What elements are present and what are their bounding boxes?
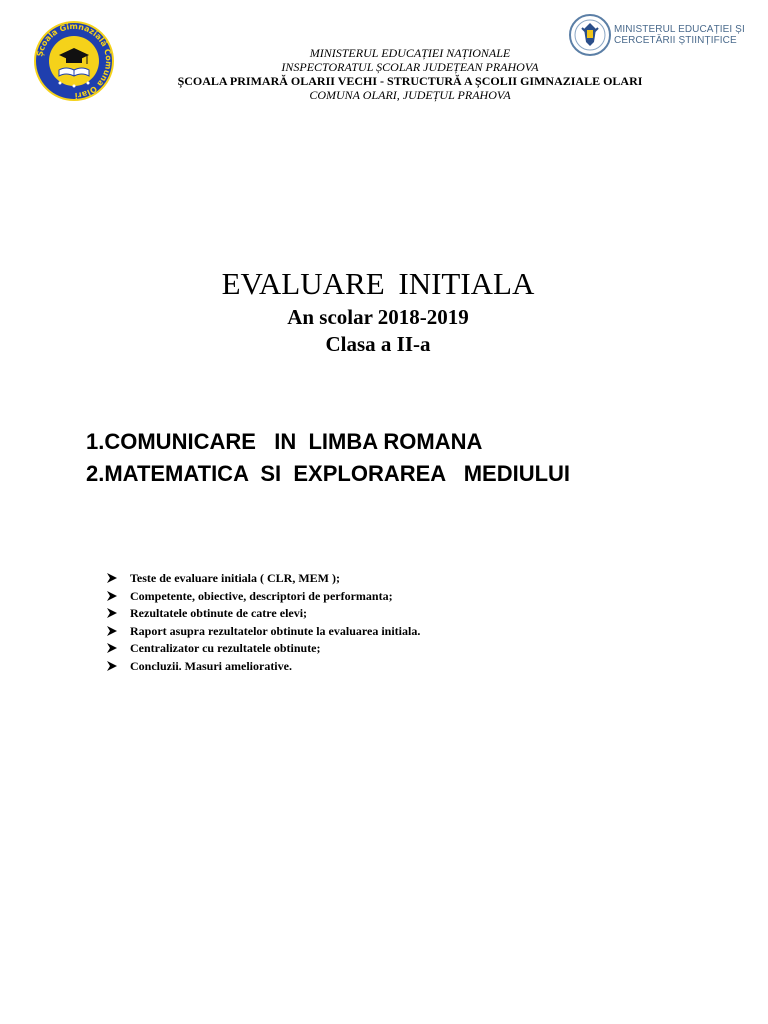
ministry-logo-line-1: MINISTERUL EDUCAȚIEI ȘI — [614, 24, 745, 35]
list-item-text: Competente, obiective, descriptori de performanta; — [130, 588, 393, 603]
list-item-text: Concluzii. Masuri ameliorative. — [130, 658, 292, 673]
header-commune: COMUNA OLARI, JUDEȚUL PRAHOVA — [309, 88, 511, 102]
list-item — [106, 588, 420, 606]
subject-item — [86, 458, 570, 490]
header-inspectorate: INSPECTORATUL ȘCOLAR JUDEȚEAN PRAHOVA — [281, 60, 539, 74]
list-item-text: Raport asupra rezultatelor obtinute la evaluarea initiala. — [130, 623, 421, 638]
list-item — [106, 570, 420, 588]
list-item — [106, 640, 420, 658]
document-header — [0, 46, 768, 102]
header-ministry: MINISTERUL EDUCAȚIEI NAȚIONALE — [309, 46, 511, 60]
list-item — [106, 623, 420, 641]
arrow-bullet-icon — [106, 642, 118, 654]
list-item-text: Centralizator cu rezultatele obtinute; — [130, 641, 321, 655]
class-label: Clasa a II-a — [325, 332, 431, 356]
arrow-bullet-icon — [106, 625, 118, 637]
list-item-text: Rezultatele obtinute de catre elevi; — [130, 606, 308, 620]
contents-list — [106, 570, 420, 675]
list-item — [106, 605, 420, 623]
ministry-logo-text — [614, 24, 746, 46]
arrow-bullet-icon — [106, 607, 118, 619]
school-logo-ring-text: Școala Gimnazială Comuna Olari — [35, 21, 114, 101]
document-title: EVALUARE INITIALA — [221, 266, 535, 301]
subject-label: COMUNICARE IN LIMBA ROMANA — [104, 429, 483, 454]
list-item-text: Teste de evaluare initiala ( CLR, MEM ); — [130, 571, 340, 585]
subject-label: MATEMATICA SI EXPLORAREA MEDIULUI — [104, 461, 571, 486]
arrow-bullet-icon — [106, 590, 118, 602]
arrow-bullet-icon — [106, 660, 118, 672]
header-school: ȘCOALA PRIMARĂ OLARII VECHI - STRUCTURĂ A ȘCOLII GIMNAZIALE OLARI — [177, 74, 643, 88]
subject-number: 1. — [86, 429, 105, 454]
ministry-logo-line-2: CERCETĂRII ȘTIINȚIFICE — [614, 35, 737, 46]
list-item — [106, 658, 420, 676]
arrow-bullet-icon — [106, 572, 118, 584]
subjects-list — [86, 426, 570, 490]
school-year: An scolar 2018-2019 — [287, 305, 469, 329]
subject-item — [86, 426, 570, 458]
subject-number: 2. — [86, 461, 105, 486]
